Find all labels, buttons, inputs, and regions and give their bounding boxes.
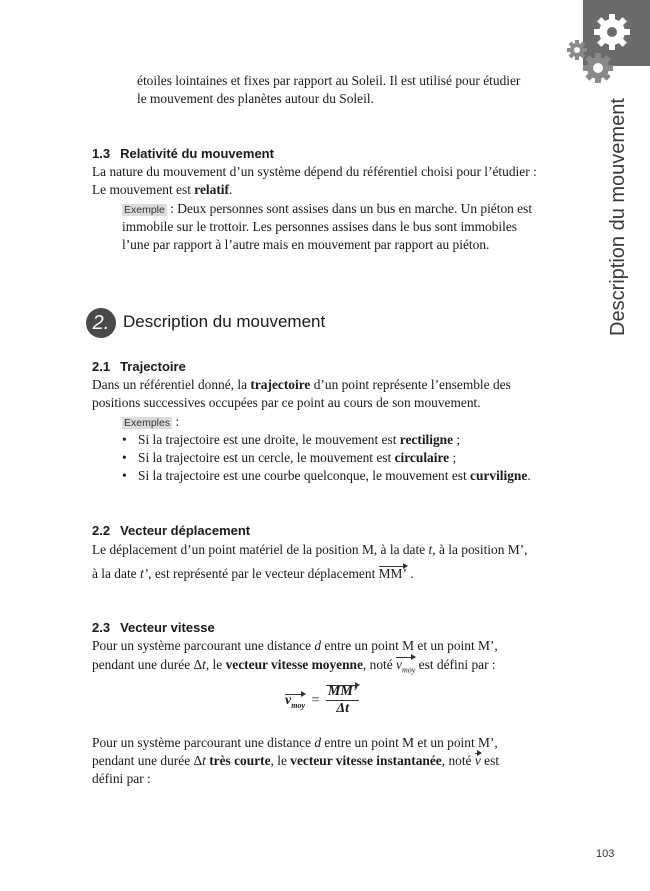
example-tag: Exemple — [124, 204, 165, 216]
section-2-3-heading: 2.3 Vecteur vitesse — [92, 620, 215, 635]
section-2-title: Description du mouvement — [123, 312, 326, 331]
section-2-1-heading: 2.1 Trajectoire — [92, 359, 186, 374]
s2-3-p2-line-2: pendant une durée Δt très courte, le vecteur vitesse instantanée, noté v est — [92, 753, 500, 768]
list-item: • Si la trajectoire est une droite, le mouvement est rectiligne ; — [122, 432, 461, 447]
s1-3-line-2: Le mouvement est relatif. — [92, 182, 233, 197]
s2-3-p1-line-1: Pour un système parcourant une distance d entre un point M et un point M’, — [92, 638, 498, 653]
s2-2-line-2: à la date t’, est représenté par le vecteur déplacement MM’ . — [92, 566, 414, 581]
vector-mm-prime: MM’ — [378, 566, 407, 581]
intro-line-2: le mouvement des planètes autour du Soleil. — [137, 91, 374, 106]
gears-icon — [562, 10, 642, 90]
vector-v-moy: $v_{moy}$ — [396, 656, 415, 680]
s2-1-examples-label: Exemples : — [124, 414, 180, 429]
s2-1-line-1: Dans un référentiel donné, la trajectoire d’un point représente l’ensemble des — [92, 377, 511, 392]
formula-v-moy: $v_{moy}$ — [285, 692, 305, 710]
s1-3-line-1: La nature du mouvement d’un système dépend du référentiel choisi pour l’étudier : — [92, 164, 537, 179]
section-2-2-heading: 2.2 Vecteur déplacement — [92, 523, 251, 538]
bullet-icon: • — [122, 450, 127, 465]
s2-1-line-2: positions successives occupées par ce point au cours de son mouvement. — [92, 395, 481, 410]
bullet-icon: • — [122, 432, 127, 447]
page-number: 103 — [596, 848, 615, 860]
s2-3-p2-line-3: défini par : — [92, 771, 151, 786]
examples-tag: Exemples — [124, 417, 171, 429]
section-2-number-badge: 2. — [86, 308, 116, 338]
s1-3-example-line-2: immobile sur le trottoir. Les personnes assises dans le bus sont immobiles — [122, 219, 517, 234]
s2-3-p1-line-2: pendant une durée Δt, le vecteur vitesse moyenne, noté $v_{moy}$ est défini par : — [92, 656, 496, 680]
bullet-icon: • — [122, 468, 127, 483]
s2-2-line-1: Le déplacement d’un point matériel de la position M, à la date t, à la position M’, — [92, 542, 528, 557]
chapter-side-title: Description du mouvement — [607, 98, 629, 336]
list-item: • Si la trajectoire est un cercle, le mouvement est circulaire ; — [122, 450, 457, 465]
section-1-3-heading: 1.3 Relativité du mouvement — [92, 146, 274, 161]
average-velocity-formula: $v_{moy}$ = $\frac{MM’}{\Delta t}$ — [285, 684, 358, 716]
s1-3-example-line-3: l’une par rapport à l’autre mais en mouvement par rapport au piéton. — [122, 237, 490, 252]
list-item: • Si la trajectoire est une courbe quelconque, le mouvement est curviligne. — [122, 468, 531, 483]
s1-3-example-line-1: Exemple : Deux personnes sont assises dans un bus en marche. Un piéton est — [124, 201, 533, 216]
s2-3-p2-line-1: Pour un système parcourant une distance d entre un point M et un point M’, — [92, 735, 498, 750]
vector-v: v — [474, 753, 481, 768]
intro-line-1: étoiles lointaines et fixes par rapport au Soleil. Il est utilisé pour étudier — [137, 73, 521, 88]
formula-fraction: $\frac{MM’}{\Delta t}$ — [327, 684, 358, 716]
